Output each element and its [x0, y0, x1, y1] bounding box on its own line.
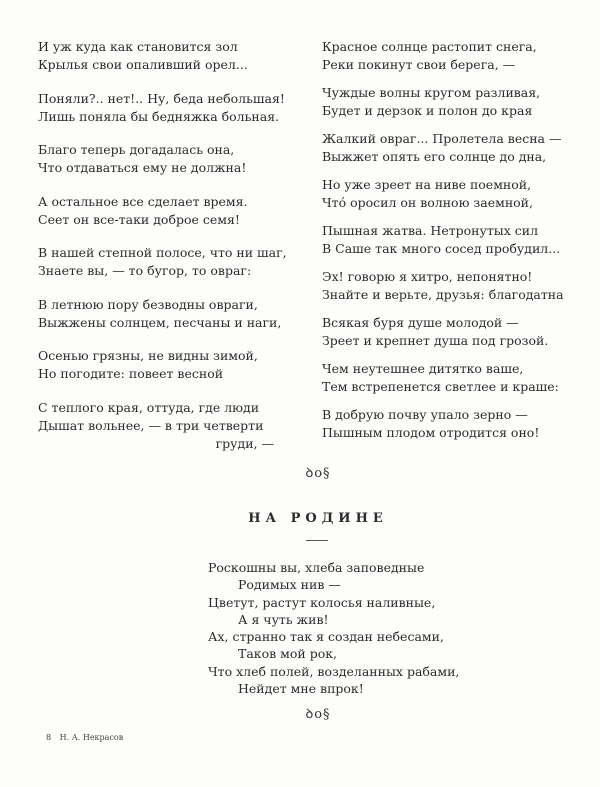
stanza — [322, 406, 572, 452]
verse-line: Но уже зреет на ниве поемной, — [322, 177, 532, 192]
verse-line: И уж куда как становится зол — [38, 39, 238, 54]
page-footer — [46, 733, 129, 742]
left-column — [38, 38, 288, 450]
stanza — [38, 193, 288, 245]
verse-line: Пышная жатва. Нетронутых сил — [322, 223, 539, 238]
verse-line: Крылья свои опаливший орел... — [38, 57, 248, 72]
verse-line: Будет и дерзок и полон до края — [322, 103, 533, 118]
stanza — [38, 141, 288, 193]
stanza — [322, 84, 572, 130]
verse-line: Жалкий овраг... Пролетела весна — — [322, 131, 562, 146]
verse-line: Чем неутешнее дитятко ваше, — [322, 361, 524, 376]
verse-line: Тем встрепенется светлее и краше: — [322, 379, 559, 394]
verse-line: Знайте и верьте, друзья: благодатна — [322, 287, 564, 302]
verse-line: В летнюю пору безводны овраги, — [38, 296, 258, 312]
verse-line: Лишь поняла бы бедняжка больная. — [38, 108, 280, 124]
verse-line: Зреет и крепнет душа под грозой. — [322, 333, 549, 348]
poem-title: НА РОДИНЕ — [248, 511, 388, 526]
verse-line: А я чуть жив! — [238, 611, 329, 627]
verse-line: Поняли?.. нет!.. Ну, беда небольшая! — [38, 90, 285, 106]
verse-line: Благо теперь догадалась она, — [38, 142, 235, 157]
verse-line: Сеет он все-таки доброе семя! — [38, 211, 240, 227]
verse-line: Но погодите: повеет весной — [38, 366, 224, 381]
stanza — [38, 90, 288, 142]
ornament-divider-icon: ꝺo§ — [305, 466, 331, 481]
stanza — [322, 130, 572, 176]
stanza — [38, 38, 288, 90]
verse-line: Эх! говорю я хитро, непонятно! — [322, 269, 533, 284]
verse-line: Пышным плодом отродится оно! — [322, 425, 540, 440]
verse-line: С теплого края, оттуда, где люди — [38, 399, 260, 415]
verse-line: Выжжет опять его солнце до дна, — [322, 149, 547, 164]
verse-line: В нашей степной полосе, что ни шаг, — [38, 245, 287, 260]
stanza — [38, 399, 288, 451]
page-number: 8 — [46, 733, 52, 742]
title-rule — [306, 540, 328, 541]
verse-line: Знаете вы, — то бугор, то овраг: — [38, 263, 252, 278]
verse-line: В Саше так много сосед пробудил... — [322, 241, 561, 256]
running-author: Н. А. Некрасов — [59, 733, 124, 742]
verse-line: Чуждые волны кругом разливая, — [322, 85, 541, 100]
stanza — [322, 176, 572, 222]
stanza — [38, 347, 288, 399]
ornament-divider-icon: ꝺo§ — [305, 707, 331, 722]
verse-line: Цветут, растут колосья наливные, — [208, 594, 436, 610]
stanza — [38, 296, 288, 348]
verse-line: Что хлеб полей, возделанных рабами, — [208, 663, 460, 679]
verse-line: Таков мой рок, — [238, 646, 338, 662]
verse-line: Ах, странно так я создан небесами, — [208, 629, 444, 645]
stanza — [322, 38, 572, 84]
stanza — [322, 314, 572, 360]
verse-line: Чтó оросил он волною заемной, — [322, 195, 533, 210]
verse-line-continuation: груди, — — [215, 435, 274, 451]
verse-line: Выжжены солнцем, песчаны и наги, — [38, 314, 282, 330]
verse-line: Нейдет мне впрок! — [238, 681, 364, 697]
poem-body — [208, 559, 459, 697]
verse-line: Дышат вольнее, — в три четверти — [38, 417, 264, 433]
stanza — [38, 244, 288, 296]
stanza — [322, 222, 572, 268]
verse-line: А остальное все сделает время. — [38, 193, 248, 209]
verse-line: Красное солнце растопит снега, — [322, 39, 537, 54]
verse-line: Роскошны вы, хлеба заповедные — [208, 560, 425, 575]
verse-line: Всякая буря душе молодой — — [322, 315, 519, 330]
verse-line: Родимых нив — — [238, 577, 341, 593]
stanza — [322, 268, 572, 314]
right-column — [322, 38, 572, 452]
verse-line: Реки покинут свои берега, — — [322, 57, 516, 72]
stanza — [322, 360, 572, 406]
verse-line: Что отдаваться ему не должна! — [38, 160, 247, 175]
verse-line: Осенью грязны, не видны зимой, — [38, 348, 258, 363]
verse-line: В добрую почву упало зерно — — [322, 407, 528, 422]
